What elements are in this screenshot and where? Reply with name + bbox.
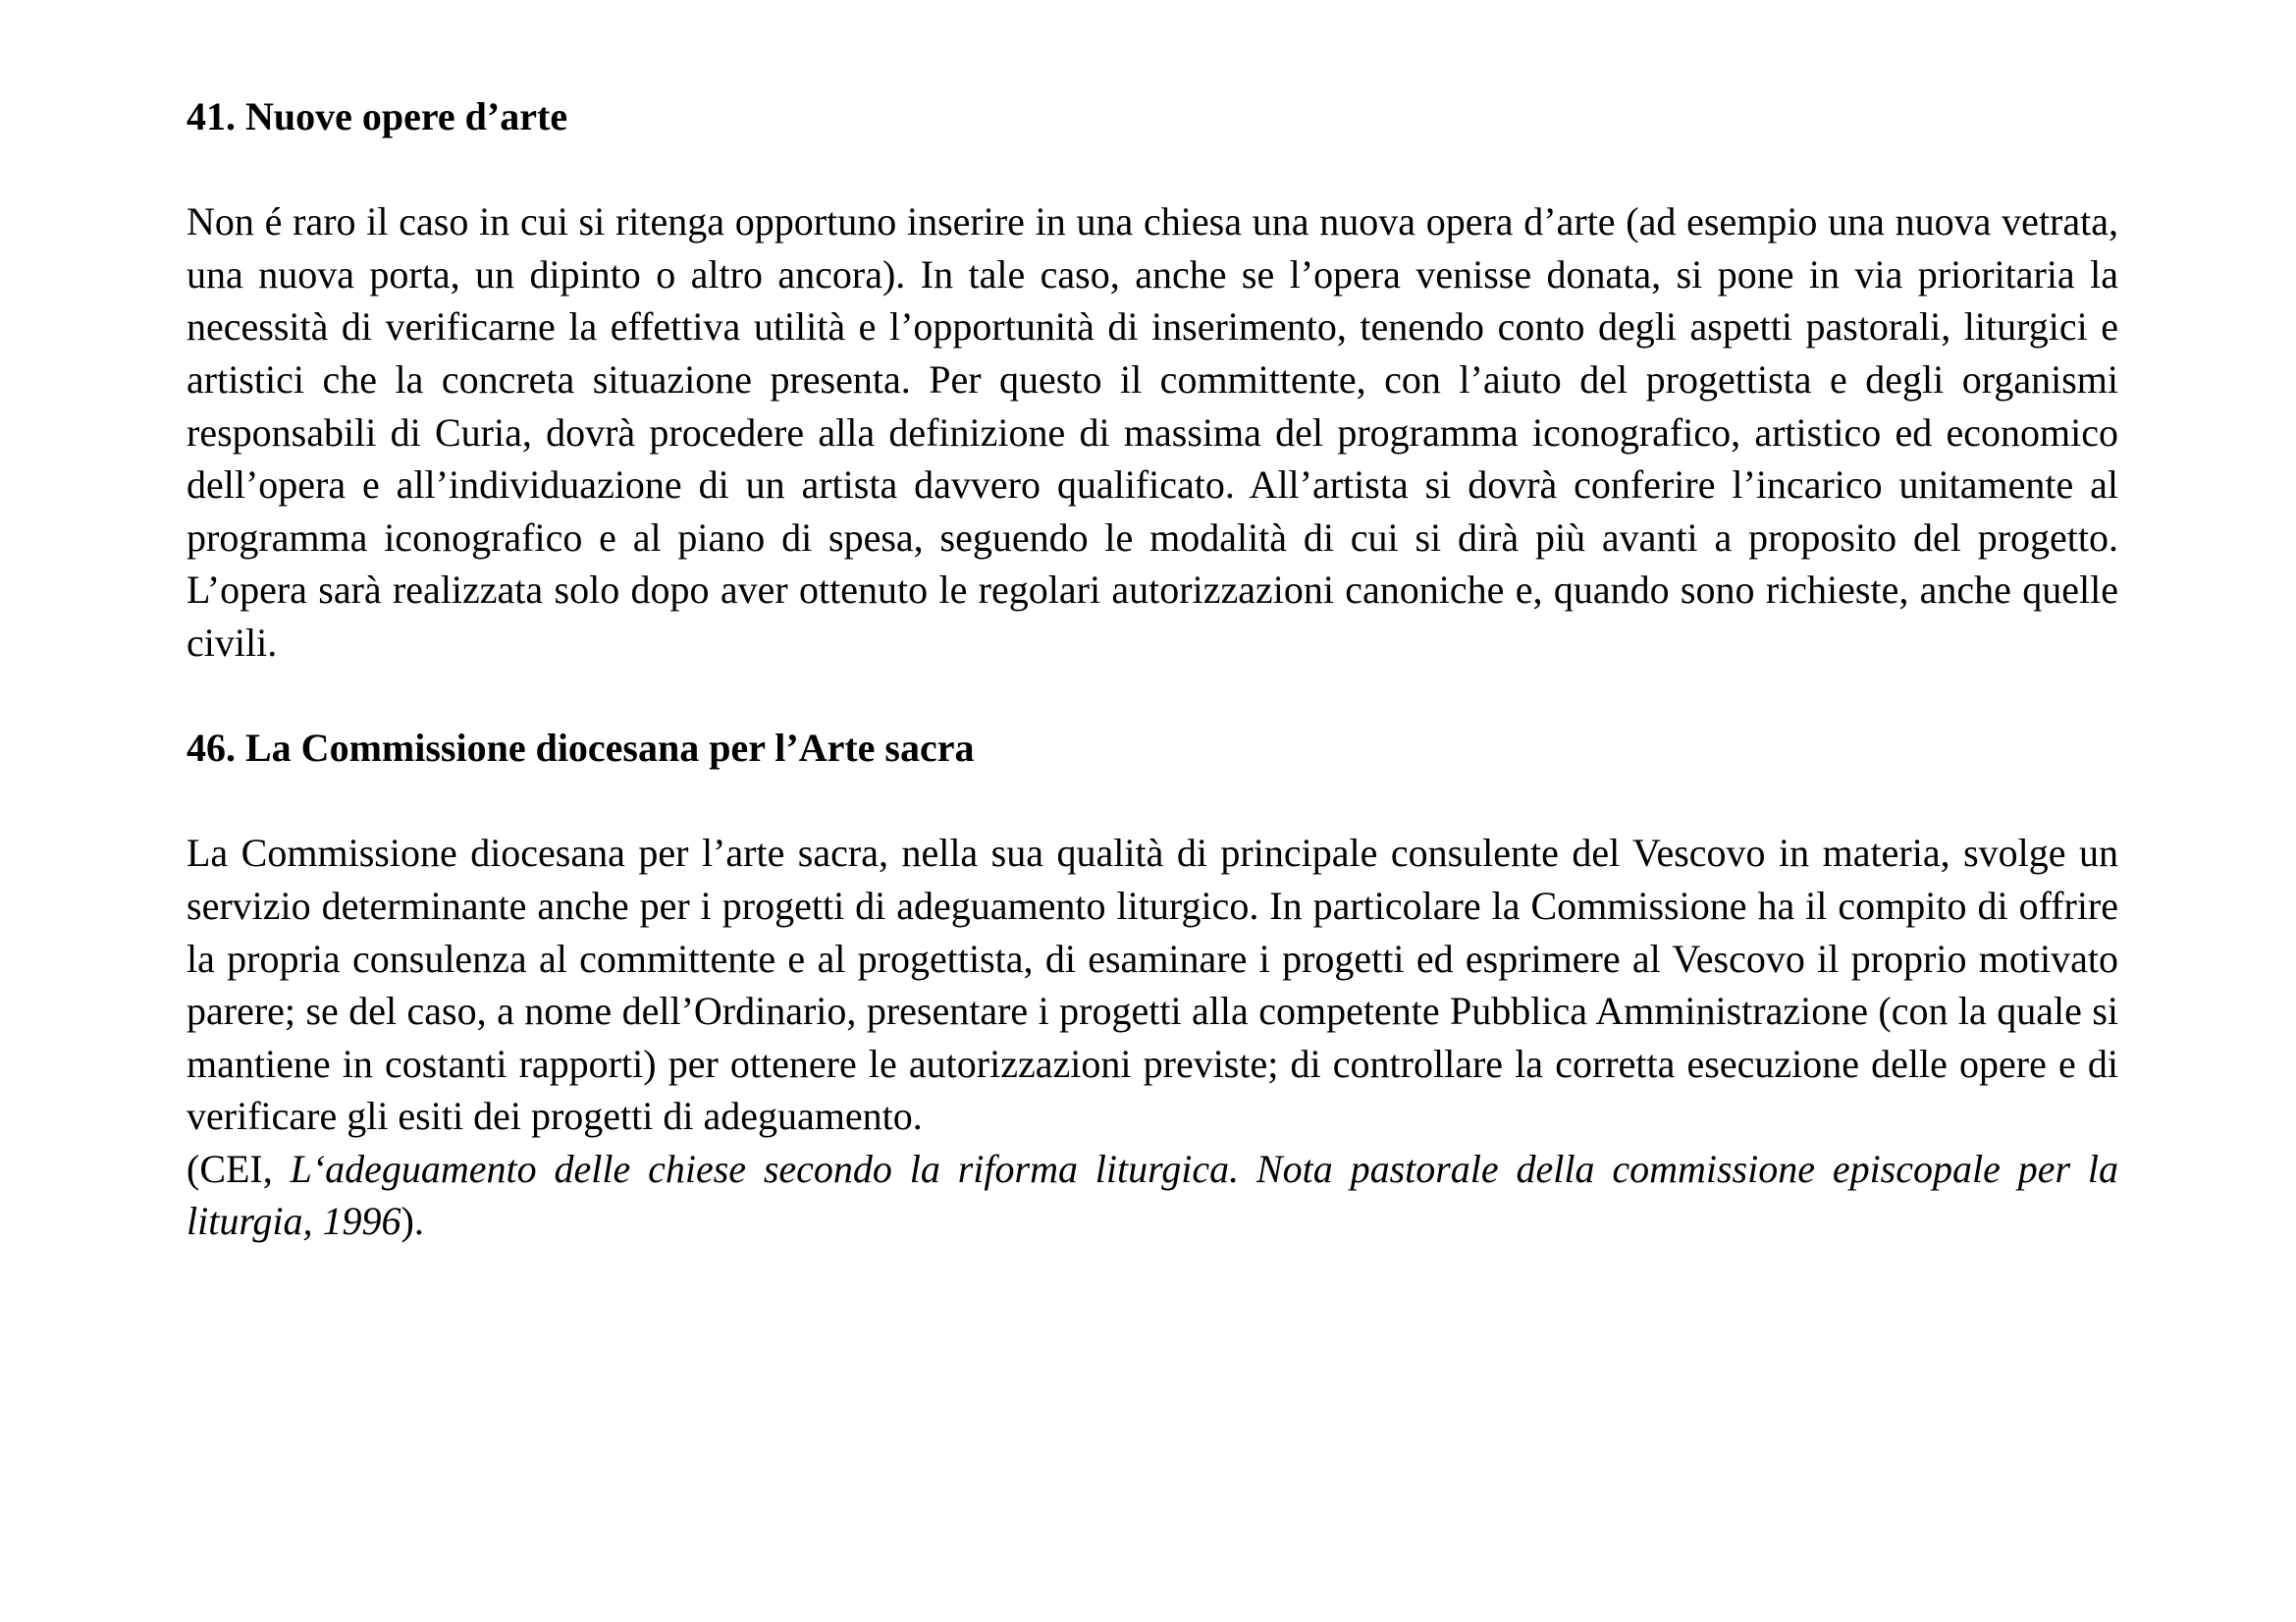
section-41-paragraph: Non é raro il caso in cui si ritenga opportuno inserire in una chiesa una nuova opera d’arte (ad esempio una nuova vetrata, una nuova porta, un dipinto o altro ancora). In tale caso, anche se l’opera venisse donata, si pone in via prioritaria la necessità di verificarne la effettiva utilità e l’opportunità di inserimento, tenendo conto degli aspetti pastorali, liturgici e artistici che la concreta situazione presenta. Per questo il committente, con l’aiuto del progettista e degli organismi responsabili di Curia, dovrà procedere alla definizione di massima del programma iconografico, artistico ed economico dell’opera e all’individuazione di un artista davvero qualificato. All’artista si dovrà conferire l’incarico unitamente al programma iconografico e al piano di spesa, seguendo le modalità di cui si dirà più avanti a proposito del progetto. L’opera sarà realizzata solo dopo aver ottenuto le regolari autorizzazioni canoniche e, quando sono richieste, anche quelle civili. xyxy=(187,199,2118,665)
citation-prefix: (CEI, xyxy=(187,1146,291,1191)
citation-suffix: ). xyxy=(400,1199,424,1244)
spacer xyxy=(187,670,2118,723)
document-page xyxy=(187,90,2118,1248)
section-41-heading: 41. Nuove opere d’arte xyxy=(187,94,568,138)
citation xyxy=(187,1143,2118,1248)
citation-title: L‘adeguamento delle chiese secondo la riforma liturgica. Nota pastorale della commissione episcopale per la liturgia, 1996 xyxy=(187,1146,2118,1244)
spacer xyxy=(187,143,2118,196)
section-46-paragraph: La Commissione diocesana per l’arte sacra, nella sua qualità di principale consulente del Vescovo in materia, svolge un servizio determinante anche per i progetti di adeguamento liturgico. In particolare la Commissione ha il compito di offrire la propria consulenza al committente e al progettista, di esaminare i progetti ed esprimere al Vescovo il proprio motivato parere; se del caso, a nome dell’Ordinario, presentare i progetti alla competente Pubblica Amministrazione (con la quale si mantiene in costanti rapporti) per ottenere le autorizzazioni previste; di controllare la corretta esecuzione delle opere e di verificare gli esiti dei progetti di adeguamento. xyxy=(187,831,2118,1139)
section-46-heading: 46. La Commissione diocesana per l’Arte sacra xyxy=(187,726,975,771)
spacer xyxy=(187,775,2118,828)
